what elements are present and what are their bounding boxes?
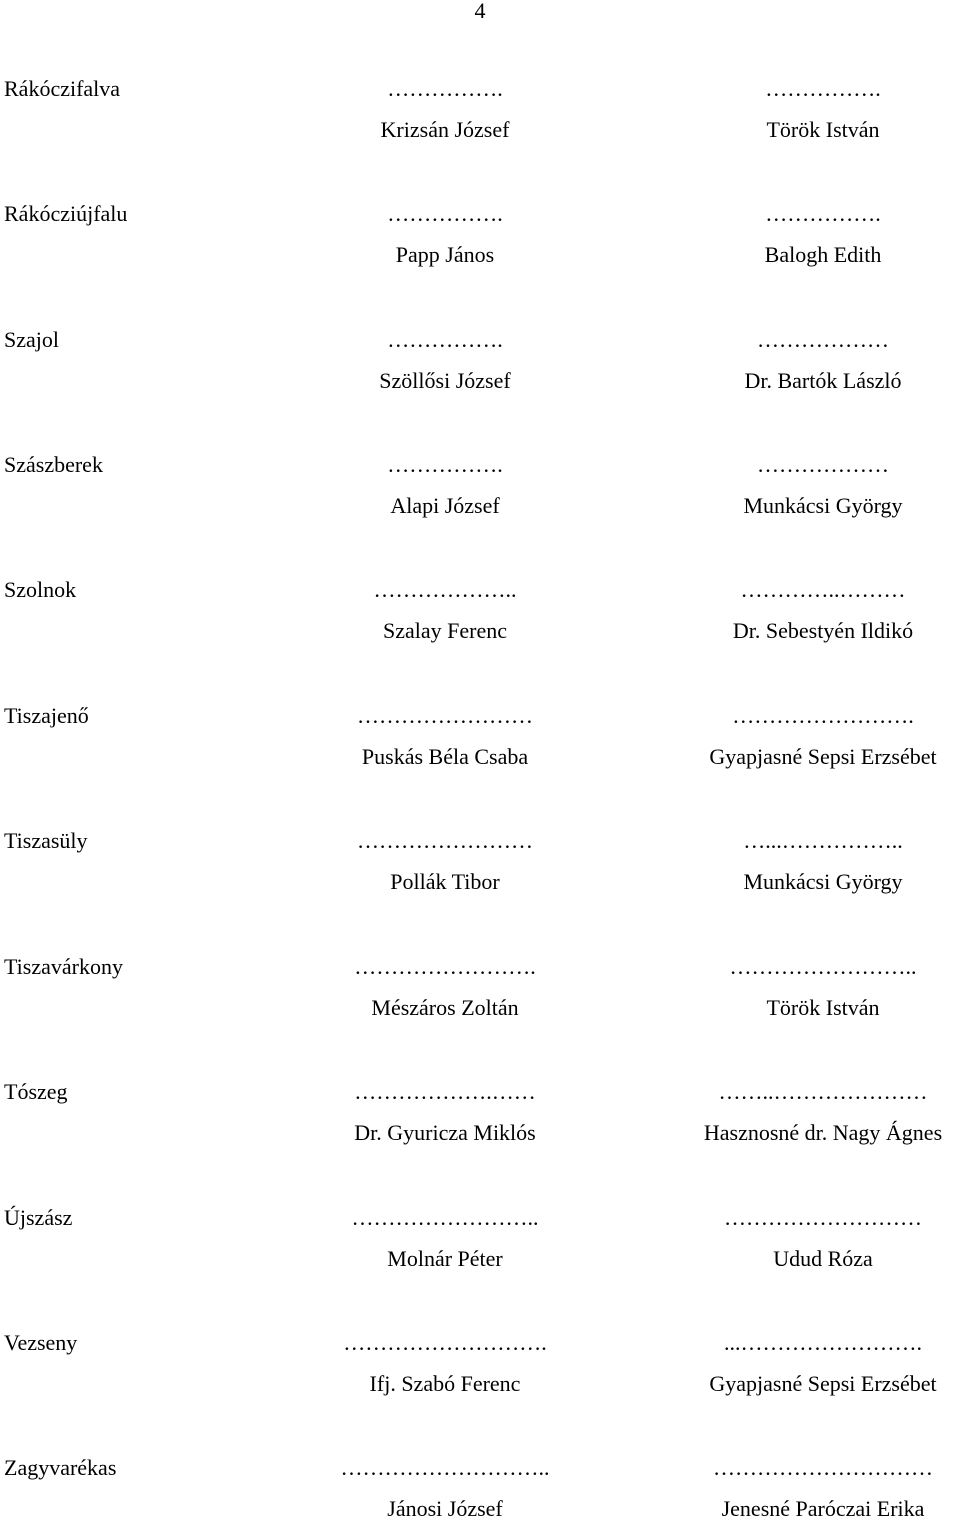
place-name: Tószeg — [4, 1079, 68, 1104]
signature-line-notary: ……………………… — [724, 1205, 922, 1230]
signature-line-notary: ...……………………. — [724, 1330, 922, 1355]
signature-row-tiszavarkony — [0, 954, 960, 1038]
signature-line-notary: …………..……… — [740, 577, 906, 602]
place-name: Szászberek — [4, 452, 103, 477]
signature-line-notary: ……………. — [765, 76, 881, 101]
place-name: Újszász — [4, 1205, 73, 1230]
signer-name-mayor: Krizsán József — [380, 117, 510, 142]
signer-name-notary: Udud Róza — [773, 1246, 873, 1271]
signer-name-mayor: Puskás Béla Csaba — [361, 744, 529, 769]
signer-name-mayor: Pollák Tibor — [390, 869, 500, 894]
signature-line-notary: …...…………….. — [743, 828, 903, 853]
signature-line-mayor: …………………… — [357, 703, 533, 728]
signature-line-mayor: ……………………. — [354, 954, 536, 979]
signature-line-mayor: …………………… — [357, 828, 533, 853]
signature-line-mayor: ……………. — [387, 452, 503, 477]
signer-name-mayor: Mészáros Zoltán — [371, 995, 519, 1020]
signer-name-notary: Török István — [766, 995, 880, 1020]
signer-name-notary: Dr. Bartók László — [744, 368, 902, 393]
signature-row-szaszberek — [0, 452, 960, 536]
place-name: Szolnok — [4, 577, 77, 602]
signer-name-mayor: Szöllősi József — [379, 368, 511, 393]
signature-line-mayor: ……………………….. — [340, 1455, 550, 1480]
signer-name-notary: Dr. Sebestyén Ildikó — [732, 618, 914, 643]
signer-name-mayor: Jánosi József — [387, 1496, 503, 1521]
signature-line-notary: ……………………. — [732, 703, 914, 728]
signature-line-notary: ……………. — [765, 201, 881, 226]
signature-row-toszeg — [0, 1079, 960, 1163]
page-number: 4 — [474, 0, 486, 23]
signature-line-notary: …………………….. — [729, 954, 917, 979]
signature-row-ujszasz — [0, 1205, 960, 1289]
signer-name-mayor: Alapi József — [390, 493, 500, 518]
signature-line-mayor: ……………….…… — [354, 1079, 536, 1104]
signer-name-notary: Munkácsi György — [743, 493, 903, 518]
signer-name-mayor: Ifj. Szabó Ferenc — [369, 1371, 521, 1396]
signer-name-notary: Gyapjasné Sepsi Erzsébet — [709, 744, 937, 769]
signer-name-notary: Munkácsi György — [743, 869, 903, 894]
place-name: Tiszasüly — [4, 828, 88, 853]
signature-row-szajol — [0, 327, 960, 411]
signature-line-mayor: ……………. — [387, 327, 503, 352]
signature-line-mayor: ……………. — [387, 76, 503, 101]
signature-line-notary: ………………………… — [713, 1455, 933, 1480]
signer-name-notary: Jenesné Paróczai Erika — [721, 1496, 925, 1521]
place-name: Rákóczifalva — [4, 76, 121, 101]
signature-row-szolnok — [0, 577, 960, 661]
signature-line-notary: ……………… — [757, 327, 889, 352]
signature-row-tiszajeno — [0, 703, 960, 787]
signature-row-rakoczifalva — [0, 76, 960, 160]
place-name: Zagyvarékas — [4, 1455, 117, 1480]
place-name: Vezseny — [4, 1330, 78, 1355]
place-name: Szajol — [4, 327, 59, 352]
signature-row-rakocziujfalu — [0, 201, 960, 285]
signature-line-mayor: ……………….. — [373, 577, 517, 602]
signature-row-zagyvarekas — [0, 1455, 960, 1539]
signature-row-vezseny — [0, 1330, 960, 1414]
signer-name-mayor: Dr. Gyuricza Miklós — [354, 1120, 536, 1145]
signer-name-mayor: Molnár Péter — [387, 1246, 503, 1271]
signature-line-mayor: …………………….. — [351, 1205, 539, 1230]
signer-name-notary: Balogh Edith — [764, 242, 882, 267]
signature-row-tiszasuly — [0, 828, 960, 912]
signer-name-mayor: Szalay Ferenc — [383, 618, 507, 643]
signature-line-notary: ……..………………… — [718, 1079, 928, 1104]
signature-line-mayor: ………………………. — [343, 1330, 547, 1355]
signature-line-notary: ……………… — [757, 452, 889, 477]
place-name: Rákócziújfalu — [4, 201, 128, 226]
signer-name-mayor: Papp János — [395, 242, 495, 267]
signer-name-notary: Gyapjasné Sepsi Erzsébet — [709, 1371, 937, 1396]
signer-name-notary: Török István — [766, 117, 880, 142]
place-name: Tiszajenő — [4, 703, 89, 728]
signer-name-notary: Hasznosné dr. Nagy Ágnes — [703, 1120, 943, 1145]
place-name: Tiszavárkony — [4, 954, 123, 979]
signature-line-mayor: ……………. — [387, 201, 503, 226]
